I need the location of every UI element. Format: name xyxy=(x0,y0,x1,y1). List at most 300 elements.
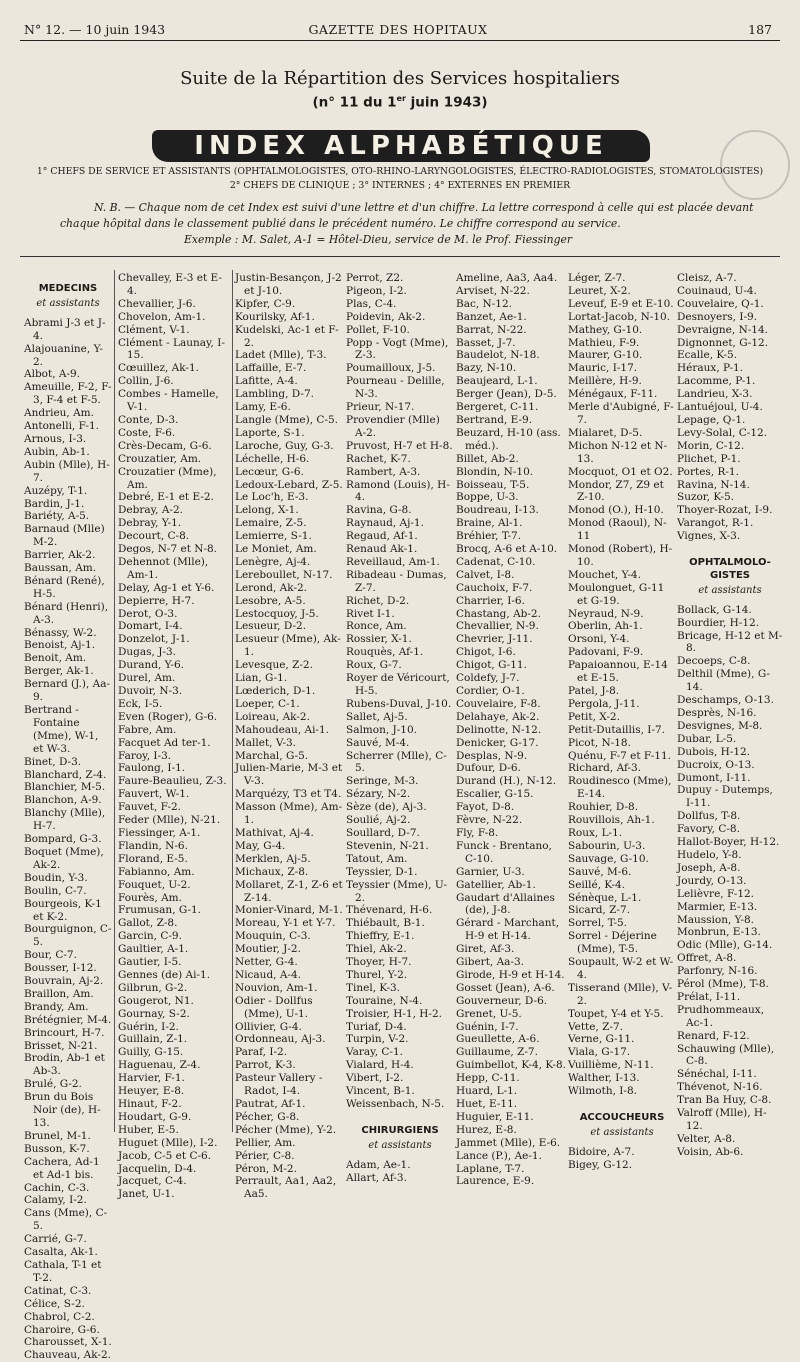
index-entry: Laplane, T-7. xyxy=(456,1162,525,1175)
index-entry: Fauvet, F-2. xyxy=(118,801,182,814)
index-entry: Barrat, N-22. xyxy=(456,323,527,336)
index-entry: Chevalley, E-3 et E-4. xyxy=(118,272,222,297)
index-entry: Voisin, Ab-6. xyxy=(677,1145,744,1158)
index-entry: Bidoire, A-7. xyxy=(568,1145,635,1158)
index-entry: Desprès, N-16. xyxy=(677,707,757,719)
index-entry: Decourt, C-8. xyxy=(118,530,190,543)
index-entry: Portes, R-1. xyxy=(677,465,739,478)
index-entry: Aubin (Mlle), H-7. xyxy=(24,458,110,484)
index-entry: Lortat-Jacob, N-10. xyxy=(568,310,671,323)
index-entry: Dollfus, T-8. xyxy=(677,810,741,823)
index-entry: Guimbellot, K-4, K-8. xyxy=(456,1059,566,1072)
index-entry: Deschamps, O-13. xyxy=(677,694,774,707)
column-divider xyxy=(114,270,115,1132)
index-entry: Bourdier, H-12. xyxy=(677,616,760,629)
index-entry: Faure-Beaulieu, Z-3. xyxy=(118,775,227,788)
index-entry: Blanchier, M-5. xyxy=(24,781,106,794)
index-entry: Mahoudeau, Ai-1. xyxy=(235,723,329,736)
index-entry: Célice, S-2. xyxy=(24,1297,85,1310)
index-entry: Faulong, I-1. xyxy=(118,762,186,775)
index-entry: Girode, H-9 et H-14. xyxy=(456,968,565,981)
index-entry: Duvoir, N-3. xyxy=(118,685,183,697)
index-entry: Péron, M-2. xyxy=(235,1162,297,1175)
index-entry: Odier - Dollfus (Mme), U-1. xyxy=(235,994,313,1020)
index-entry: Brocq, A-6 et A-10. xyxy=(456,543,558,556)
index-column-2 xyxy=(118,272,230,1201)
index-entry: Fourès, Am. xyxy=(118,891,182,904)
index-entry: Hinaut, F-2. xyxy=(118,1098,182,1110)
index-entry: Renard, F-12. xyxy=(677,1029,750,1042)
index-entry: Prélat, I-11. xyxy=(677,990,741,1003)
index-entry: Chauveau, Ak-2. xyxy=(24,1349,111,1362)
index-entry: Beuzard, H-10 (ass. méd.). xyxy=(456,426,561,452)
index-entry: Bénard (Henri), A-3. xyxy=(24,600,109,626)
index-entry: Boudin, Y-3. xyxy=(24,871,88,884)
section-sub-ophtalmo: et assistants xyxy=(698,584,762,596)
index-entry: Braillon, Am. xyxy=(24,987,94,1000)
editor-note xyxy=(60,200,778,248)
index-entry: Thoyer-Rozat, I-9. xyxy=(677,504,773,517)
index-entry: Gibert, Aa-3. xyxy=(456,956,525,969)
index-entry: Lesobre, A-5. xyxy=(235,594,306,607)
index-entry: Debray, Y-1. xyxy=(118,517,182,530)
index-entry: Lepage, Q-1. xyxy=(677,413,746,426)
index-entry: Desnoyers, I-9. xyxy=(677,310,758,323)
index-entry: Orsoni, Y-4. xyxy=(568,633,630,646)
index-entry: Harvier, F-1. xyxy=(118,1072,185,1085)
index-entry: Kourilsky, Af-1. xyxy=(235,310,315,323)
index-entry: Eck, I-5. xyxy=(118,697,163,710)
index-entry: Fly, F-8. xyxy=(456,826,499,839)
index-entry: Bréhier, T-7. xyxy=(456,530,522,543)
index-entry: Gennes (de) Ai-1. xyxy=(118,968,211,981)
index-entry: Hudelo, Y-8. xyxy=(677,848,742,861)
index-entry: Gaultier, A-1. xyxy=(118,943,189,956)
index-entry: Lafitte, A-4. xyxy=(235,375,298,388)
index-entry: Boisseau, T-5. xyxy=(456,478,530,491)
index-entry: Ameline, Aa3, Aa4. xyxy=(456,272,558,284)
index-entry: Pellier, Am. xyxy=(235,1136,296,1149)
index-entry: Brodin, Ab-1 et Ab-3. xyxy=(24,1052,105,1078)
index-entry: Desvignes, M-8. xyxy=(677,719,763,732)
index-entry: Cauchoix, F-7. xyxy=(456,581,533,594)
index-entry: Le Moniet, Am. xyxy=(235,543,317,556)
index-entry: Giret, Af-3. xyxy=(456,943,515,956)
index-entry: Albot, A-9. xyxy=(24,368,81,381)
index-entry: Touraine, N-4. xyxy=(346,994,423,1007)
index-entry: Ameuille, F-2, F-3, F-4 et F-5. xyxy=(24,381,112,407)
index-entry: Carrié, G-7. xyxy=(24,1233,87,1246)
index-entry: Lestocquoy, J-5. xyxy=(235,607,319,620)
index-entry: Sénéchal, I-11. xyxy=(677,1068,757,1081)
index-entry: Merle d'Aubigné, F-7. xyxy=(568,401,674,426)
index-entry: Troisier, H-1, H-2. xyxy=(346,1007,442,1020)
index-column-5 xyxy=(456,272,566,1188)
index-entry: Rambert, A-3. xyxy=(346,465,421,478)
index-entry: Denicker, G-17. xyxy=(456,736,539,749)
index-entry: Lereboullet, N-17. xyxy=(235,568,333,581)
index-entry: Chevrier, J-11. xyxy=(456,633,533,646)
index-entry: Reveillaud, Am-1. xyxy=(346,555,440,568)
index-entry: Charousset, X-1. xyxy=(24,1336,112,1349)
index-entry: Papaioannou, E-14 et E-15. xyxy=(568,659,668,685)
index-entry: Velter, A-8. xyxy=(677,1132,736,1145)
index-entry: Boulin, C-7. xyxy=(24,884,87,897)
section-heading-ophtalmo: OPHTALMOLO-GISTES xyxy=(689,557,771,581)
index-entry: Blanchard, Z-4. xyxy=(24,768,107,781)
index-entry: Tinel, K-3. xyxy=(346,981,401,994)
index-entry: Laporte, S-1. xyxy=(235,426,305,439)
index-entry: Thévenard, H-6. xyxy=(346,904,433,917)
index-entry: Durel, Am. xyxy=(118,672,176,685)
index-entry: Monod (Robert), H-10. xyxy=(568,543,673,568)
index-entry: Bernard (J.), Aa-9. xyxy=(24,678,111,704)
issue-number: N° 12. — 10 juin 1943 xyxy=(24,22,166,37)
index-entry: Barnaud (Mlle) M-2. xyxy=(24,523,105,549)
page-number: 187 xyxy=(748,22,772,37)
index-entry: Sabourin, U-3. xyxy=(568,839,646,852)
index-entry: Maussion, Y-8. xyxy=(677,913,755,926)
index-entry: Laffaille, E-7. xyxy=(235,362,307,375)
index-entry: Heuyer, E-8. xyxy=(118,1085,185,1098)
index-entry: Huguier, E-11. xyxy=(456,1110,534,1123)
index-entry: Domart, I-4. xyxy=(118,620,183,633)
index-entry: Blondin, N-10. xyxy=(456,465,534,478)
index-entry: Guérin, I-2. xyxy=(118,1020,179,1033)
nb-text: N. B. — Chaque nom de cet Index est suivi d'une lettre et d'un chiffre. La lettre correspond à celle qui est placée devant chaque hôpital dans le classement publié dans le précédent numéro. Le chiffre correspond au service. xyxy=(60,201,754,230)
index-entry: Bigey, G-12. xyxy=(568,1158,633,1171)
index-entry: Brunel, M-1. xyxy=(24,1129,91,1142)
index-entry: Plichet, P-1. xyxy=(677,452,741,465)
index-entry: Mathivat, Aj-4. xyxy=(235,826,314,839)
index-entry: Provendier (Mlle) A-2. xyxy=(346,413,440,439)
index-entry: Baudelot, N-18. xyxy=(456,349,540,362)
index-entry: Couvelaire, Q-1. xyxy=(677,297,764,310)
index-entry: Donzelot, J-1. xyxy=(118,633,190,646)
index-entry: Dufour, D-6. xyxy=(456,762,521,775)
index-entry: Maurer, G-10. xyxy=(568,349,643,362)
index-entry: Gallot, Z-8. xyxy=(118,917,178,930)
index-entry: May, G-4. xyxy=(235,839,286,852)
index-entry: Petit, X-2. xyxy=(568,710,620,723)
index-entry: Calamy, I-2. xyxy=(24,1194,87,1207)
index-entry: Jourdy, O-13. xyxy=(677,874,747,887)
index-entry: Coldefy, J-7. xyxy=(456,672,520,685)
index-entry: Julien-Marie, M-3 et V-3. xyxy=(235,762,343,788)
index-entry: Richard, Af-3. xyxy=(568,762,642,775)
index-entry: Ramond (Louis), H-4. xyxy=(346,478,450,504)
index-entry: Ducroix, O-13. xyxy=(677,758,755,771)
index-entry: Fouquet, U-2. xyxy=(118,878,191,891)
index-entry: Lantuéjoul, U-4. xyxy=(677,401,763,414)
index-entry: Langle (Mme), C-5. xyxy=(235,413,339,426)
index-entry: Rossier, X-1. xyxy=(346,633,412,646)
index-entry: Benoist, Aj-1. xyxy=(24,639,96,652)
index-entry: Tran Ba Huy, C-8. xyxy=(677,1094,772,1107)
index-entry: Pasteur Vallery - Radot, I-4. xyxy=(235,1072,323,1098)
index-entry: Monod (Raoul), N-11 xyxy=(568,517,667,543)
index-entry: Brétégnier, M-4. xyxy=(24,1013,112,1026)
index-entry: Gouverneur, D-6. xyxy=(456,994,548,1007)
index-entry: Durand, Y-6. xyxy=(118,659,184,672)
index-entry: Hepp, C-11. xyxy=(456,1072,520,1085)
index-entry: Arnous, I-3. xyxy=(24,432,87,445)
index-entry: Viala, G-17. xyxy=(568,1046,631,1059)
index-entry: Tatout, Am. xyxy=(346,852,408,865)
index-entry: Joseph, A-8. xyxy=(677,861,741,874)
index-entry: Lemaire, Z-5. xyxy=(235,517,307,530)
index-entry: Decoeps, C-8. xyxy=(677,655,751,668)
index-entry: Boquet (Mme), Ak-2. xyxy=(24,845,104,871)
index-entry: Quénu, F-7 et F-11. xyxy=(568,749,671,762)
index-entry: Delthil (Mme), G-14. xyxy=(677,668,770,694)
index-entry: Ribadeau - Dumas, Z-7. xyxy=(346,568,447,594)
index-entry: Poidevin, Ak-2. xyxy=(346,310,426,323)
index-entry: Popp - Vogt (Mme), Z-3. xyxy=(346,336,449,362)
index-entry: Baussan, Am. xyxy=(24,562,97,575)
index-entry: Alajouanine, Y-2. xyxy=(24,342,103,368)
index-entry: Vincent, B-1. xyxy=(346,1085,415,1098)
index-entry: Bousser, I-12. xyxy=(24,962,97,975)
index-entry: Blanchy (Mlle), H-7. xyxy=(24,807,106,833)
index-entry: Raynaud, Aj-1. xyxy=(346,517,424,530)
index-entry: Florand, E-5. xyxy=(118,852,188,865)
index-entry: Stevenin, N-21. xyxy=(346,839,429,852)
index-entry: Sorrel, T-5. xyxy=(568,917,628,930)
index-entry: Fabianno, Am. xyxy=(118,865,195,878)
index-entry: Charoire, G-6. xyxy=(24,1323,100,1336)
index-entry: Bourgeois, K-1 et K-2. xyxy=(24,897,102,923)
index-entry: Sauvé, M-6. xyxy=(568,865,632,878)
index-entry: Debré, E-1 et E-2. xyxy=(118,491,214,504)
index-entry: Adam, Ae-1. xyxy=(346,1158,411,1171)
index-entry: Chevallier, J-6. xyxy=(118,297,196,310)
index-entry: Mondor, Z7, Z9 et Z-10. xyxy=(568,478,664,504)
index-entry: Rubens-Duval, J-10. xyxy=(346,697,452,710)
index-entry: Sorrel - Déjerine (Mme), T-5. xyxy=(568,930,657,956)
index-entry: Gougerot, N1. xyxy=(118,994,194,1007)
index-entry: Monod (O.), H-10. xyxy=(568,504,664,517)
index-entry: Benoit, Am. xyxy=(24,652,87,665)
index-entry: Lelong, X-1. xyxy=(235,504,299,517)
index-entry: Fèvre, N-22. xyxy=(456,814,523,827)
index-entry: Bricage, H-12 et M-8. xyxy=(677,629,783,655)
index-entry: Michaux, Z-8. xyxy=(235,865,309,878)
index-entry: Escalier, G-15. xyxy=(456,788,534,801)
index-entry: Bénassy, W-2. xyxy=(24,626,97,639)
index-entry: Brulé, G-2. xyxy=(24,1078,82,1091)
index-entry: Lerond, Ak-2. xyxy=(235,581,308,594)
index-entry: Laroche, Guy, G-3. xyxy=(235,439,334,452)
section-rule xyxy=(20,256,780,257)
index-entry: Couinaud, U-4. xyxy=(677,284,757,297)
index-entry: Turpin, V-2. xyxy=(346,1033,409,1046)
index-entry: Leveuf, E-9 et E-10. xyxy=(568,297,674,310)
index-entry: Neyraud, N-9. xyxy=(568,607,644,620)
index-entry: Wilmoth, I-8. xyxy=(568,1085,637,1098)
index-entry: Casalta, Ak-1. xyxy=(24,1246,98,1259)
index-entry: Basset, J-7. xyxy=(456,336,516,349)
index-entry: Rouquès, Af-1. xyxy=(346,646,424,659)
index-entry: Renaud Ak-1. xyxy=(346,543,418,556)
index-entry: Sénèque, L-1. xyxy=(568,891,642,904)
index-entry: Marquézy, T3 et T4. xyxy=(235,788,342,801)
index-entry: Walther, I-13. xyxy=(568,1072,640,1085)
index-entry: Collin, J-6. xyxy=(118,375,174,388)
section-sub-accoucheurs: et assistants xyxy=(590,1126,654,1138)
index-entry: Marchal, G-5. xyxy=(235,749,309,762)
index-entry: Funck - Brentano, C-10. xyxy=(456,839,552,865)
index-entry: Mocquot, O1 et O2. xyxy=(568,465,673,478)
index-entry: Lesueur (Mme), Ak-1. xyxy=(235,633,341,659)
index-entry: Landrieu, X-3. xyxy=(677,388,753,401)
index-entry: Brandy, Am. xyxy=(24,1000,89,1013)
index-entry: Lamy, E-6. xyxy=(235,401,291,414)
index-entry: Thiel, Ak-2. xyxy=(346,943,407,956)
index-entry: Poumailloux, J-5. xyxy=(346,362,436,375)
index-entry: Patel, J-8. xyxy=(568,685,620,697)
index-entry: Sallet, Aj-5. xyxy=(346,710,408,723)
index-entry: Verne, G-11. xyxy=(568,1033,635,1046)
index-entry: Combes - Hamelle, V-1. xyxy=(118,388,219,414)
index-column-6 xyxy=(568,272,676,1172)
index-entry: Dupuy - Dutemps, I-11. xyxy=(677,784,773,810)
index-entry: Bollack, G-14. xyxy=(677,603,752,616)
index-entry: Lian, G-1. xyxy=(235,672,288,685)
index-column-4 xyxy=(346,272,454,1185)
index-entry: Richet, D-2. xyxy=(346,594,410,607)
index-entry: Berger (Jean), D-5. xyxy=(456,388,557,401)
index-entry: Couvelaire, F-8. xyxy=(456,697,541,710)
index-entry: Moulonguet, G-11 et G-19. xyxy=(568,581,665,607)
index-entry: Turiaf, D-4. xyxy=(346,1020,407,1033)
index-entry: Pécher, G-8. xyxy=(235,1110,300,1123)
index-entry: Prudhommeaux, Ac-1. xyxy=(677,1003,765,1029)
page-title: Suite de la Répartition des Services hospitaliers xyxy=(180,68,620,89)
index-entry: Mauric, I-17. xyxy=(568,362,638,375)
index-entry: Lenègre, Aj-4. xyxy=(235,555,311,568)
section-heading-medecins: MEDECINS xyxy=(38,283,98,294)
index-entry: Kipfer, C-9. xyxy=(235,297,296,310)
index-entry: Masson (Mme), Am-1. xyxy=(235,801,343,827)
index-entry: Gérard - Marchant, H-9 et H-14. xyxy=(456,917,560,943)
index-entry: Perrault, Aa1, Aa2, Aa5. xyxy=(235,1175,337,1201)
index-entry: Bourguignon, C-5. xyxy=(24,923,112,949)
index-entry: Blanchon, A-9. xyxy=(24,794,102,807)
index-entry: Devraigne, N-14. xyxy=(677,323,769,336)
index-entry: Sézary, N-2. xyxy=(346,788,411,801)
index-entry: Pautrat, Af-1. xyxy=(235,1098,306,1110)
index-entry: Mathey, G-10. xyxy=(568,323,643,336)
index-entry: Monier-Vinard, M-1. xyxy=(235,904,343,917)
index-entry: Fiessinger, A-1. xyxy=(118,826,201,839)
index-entry: Loeper, C-1. xyxy=(235,697,300,710)
index-entry: Rachet, K-7. xyxy=(346,452,411,465)
index-entry: Delinotte, N-12. xyxy=(456,723,542,736)
index-entry: Pollet, F-10. xyxy=(346,323,410,336)
index-entry: Héraux, P-1. xyxy=(677,362,744,375)
index-entry: Pruvost, H-7 et H-8. xyxy=(346,439,453,452)
index-entry: Salmon, J-10. xyxy=(346,723,417,736)
index-entry: Pérol (Mme), T-8. xyxy=(677,978,769,991)
index-entry: Barrier, Ak-2. xyxy=(24,549,96,562)
index-entry: Durand (H.), N-12. xyxy=(456,775,557,788)
section-sub-medecins: et assistants xyxy=(36,297,100,309)
index-entry: Chigot, G-11. xyxy=(456,659,527,672)
index-entry: Boudreau, I-13. xyxy=(456,504,539,517)
index-entry: Jammet (Mlle), E-6. xyxy=(456,1136,561,1149)
index-entry: Chigot, I-6. xyxy=(456,646,516,659)
index-entry: Dubois, H-12. xyxy=(677,745,751,758)
index-entry: Cœuillez, Ak-1. xyxy=(118,362,200,375)
index-entry: Rivet I-1. xyxy=(346,607,395,620)
index-entry: Catinat, C-3. xyxy=(24,1284,92,1297)
index-entry: Lance (P.), Ae-1. xyxy=(456,1149,542,1162)
index-entry: Dumont, I-11. xyxy=(677,771,751,784)
example-text: Exemple : M. Salet, A-1 = Hôtel-Dieu, service de M. le Prof. Fiessinger xyxy=(184,233,573,246)
index-entry: Laurence, E-9. xyxy=(456,1175,535,1188)
index-entry: Prieur, N-17. xyxy=(346,401,415,414)
index-entry: Mollaret, Z-1, Z-6 et Z-14. xyxy=(235,878,343,904)
index-entry: Auzépy, T-1. xyxy=(24,484,88,497)
index-entry: Gueullette, A-6. xyxy=(456,1033,540,1046)
index-entry: Ravina, G-8. xyxy=(346,504,412,517)
index-entry: Vibert, I-2. xyxy=(346,1072,404,1085)
index-entry: Bac, N-12. xyxy=(456,297,512,310)
index-entry: Regaud, Af-1. xyxy=(346,530,418,543)
index-entry: Bariéty, A-5. xyxy=(24,510,90,523)
index-entry: Sauvage, G-10. xyxy=(568,852,649,865)
index-entry: Faroy, I-3. xyxy=(118,749,172,762)
index-entry: Clément - Launay, I-15. xyxy=(118,336,225,362)
index-entry: Chabrol, C-2. xyxy=(24,1310,95,1323)
index-entry: Vuillième, N-11. xyxy=(568,1059,654,1072)
index-entry: Guillaume, Z-7. xyxy=(456,1046,538,1059)
index-entry: Justin-Besançon, J-2 et J-10. xyxy=(235,272,342,297)
index-entry: Bardin, J-1. xyxy=(24,497,85,510)
index-entry: Binet, D-3. xyxy=(24,755,82,768)
index-entry: Moreau, Y-1 et Y-7. xyxy=(235,917,336,930)
index-entry: Morin, C-12. xyxy=(677,439,745,452)
index-entry: Andrieu, Am. xyxy=(24,407,94,420)
index-entry: Haguenau, Z-4. xyxy=(118,1059,201,1072)
index-entry: Levesque, Z-2. xyxy=(235,659,313,672)
index-entry: Crouzatier (Mme), Am. xyxy=(118,465,217,491)
index-entry: Michon N-12 et N-13. xyxy=(568,439,668,465)
index-entry: Sicard, Z-7. xyxy=(568,904,630,917)
section-heading-accoucheurs: ACCOUCHEURS xyxy=(579,1112,665,1123)
index-entry: Weissenbach, N-5. xyxy=(346,1098,445,1110)
index-entry: Braine, Al-1. xyxy=(456,517,523,530)
index-entry: Levy-Solal, C-12. xyxy=(677,426,768,439)
running-header xyxy=(24,20,772,40)
index-entry: Gautier, I-5. xyxy=(118,956,182,969)
index-entry: Calvet, I-8. xyxy=(456,568,515,581)
index-entry: Janet, U-1. xyxy=(118,1188,175,1201)
index-entry: Busson, K-7. xyxy=(24,1142,90,1155)
journal-name: GAZETTE DES HOPITAUX xyxy=(308,22,488,37)
index-entry: Leuret, X-2. xyxy=(568,284,631,297)
index-column-7 xyxy=(677,272,783,1159)
index-entry: Grenet, U-5. xyxy=(456,1007,522,1020)
index-entry: Fabre, Am. xyxy=(118,723,177,736)
index-entry: Crouzatier, Am. xyxy=(118,452,202,465)
index-entry: Houdart, G-9. xyxy=(118,1110,192,1123)
index-entry: Vette, Z-7. xyxy=(568,1020,624,1033)
index-entry: Delahaye, Ak-2. xyxy=(456,710,540,723)
index-entry: Odic (Mlle), G-14. xyxy=(677,939,773,952)
index-entry: Chovelon, Am-1. xyxy=(118,310,206,323)
